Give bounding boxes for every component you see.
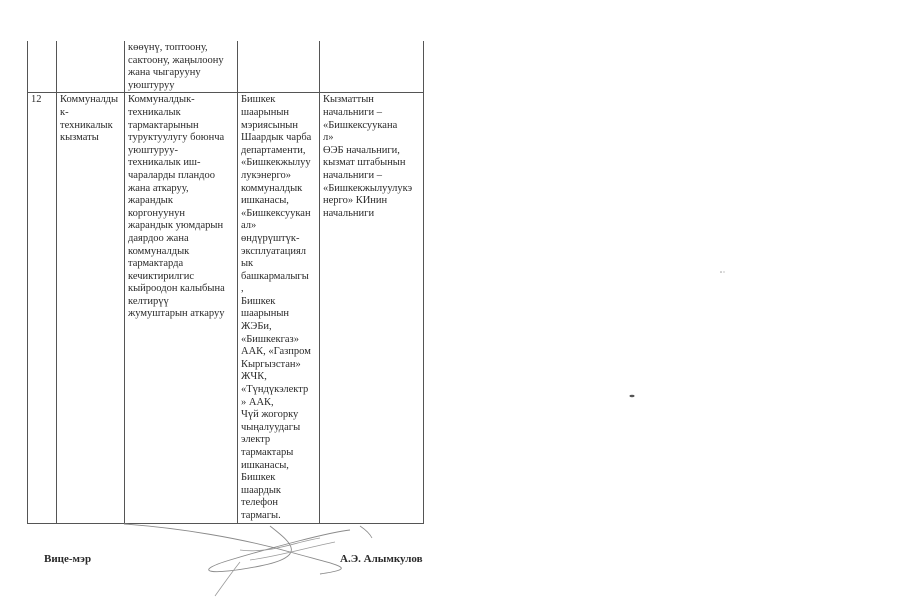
services-table [27, 41, 424, 524]
tasks-cell: Коммуналдык- техникалык тармактарынын туруктуулугу боюнча уюштуруу- техникалык иш- чараларды пландоо жана аткаруу, жарандык коргонуунун жарандык уюмдарын даярдоо жана коммуналдык тармактарда кечиктирилгис кыйроодон калыбына келтирүү жумуштарын аткаруу [125, 93, 238, 523]
scan-speck [719, 270, 725, 274]
leader-cell: Кызматтын начальниги – «Бишкексуукана л» ӨЭБ начальниги, кызмат штабынын начальниги – «Бишкекжылуулукэ нерго» КИнин начальниги [320, 93, 424, 523]
responsible-cell: Бишкек шаарынын мэриясынын Шаардык чарба департаменти, «Бишкекжылуу лукэнерго» коммуналдык ишканасы, «Бишкексуукан ал» өндүрүштүк- эксплуатациял ык башкармалыгы , Бишкек шаарынын ЖЭБи, «Бишкекгаз» ААК, «Газпром Кыргызстан» ЖЧК, «Түндүкэлектр » ААК, Чүй жогорку чыңалуудагы электр тармактары ишканасы, Бишкек шаардык телефон тармагы. [238, 93, 320, 523]
service-cell [57, 41, 125, 93]
tasks-cell: көөүнү, топтоону, сактоону, жаңылоону жана чыгарууну уюштуруу [125, 41, 238, 93]
responsible-cell [238, 41, 320, 93]
table-row-12 [28, 93, 424, 523]
signature-name: А.Э. Алымкулов [340, 553, 423, 565]
service-cell: Коммуналды к- техникалык кызматы [57, 93, 125, 523]
signature-title: Вице-мэр [44, 553, 92, 565]
row-number-cell [28, 41, 57, 93]
table-row-continued [28, 41, 424, 93]
row-number-cell: 12 [28, 93, 57, 523]
leader-cell [320, 41, 424, 93]
scan-speck [629, 394, 635, 398]
